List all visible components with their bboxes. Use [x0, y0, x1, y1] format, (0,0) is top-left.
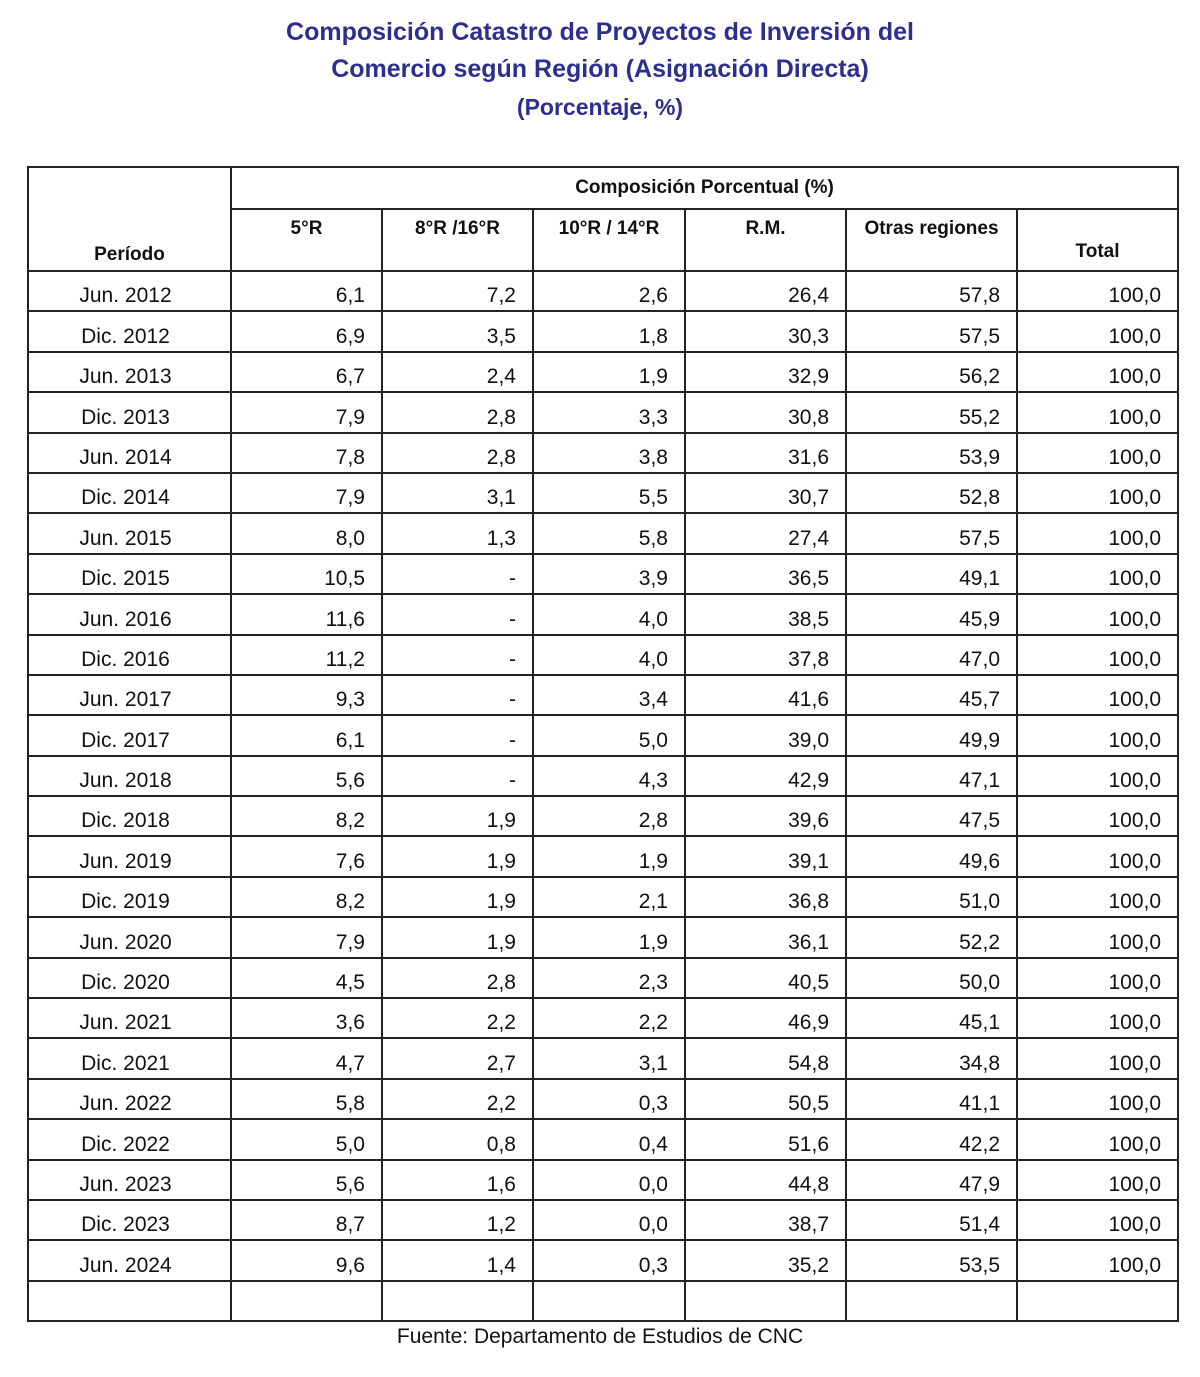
cell-periodo: Dic. 2021: [28, 1038, 231, 1078]
cell-10r-14r: 3,9: [533, 554, 685, 594]
source-note: Fuente: Departamento de Estudios de CNC: [396, 1325, 804, 1348]
cell-5r: 7,8: [231, 433, 382, 473]
cell-8r-16r: 2,2: [382, 998, 533, 1038]
cell-periodo: Jun. 2014: [28, 433, 231, 473]
cell-rm: 35,2: [685, 1240, 846, 1280]
table-row: [28, 796, 1178, 836]
title-line-2: Comercio según Región (Asignación Directa): [331, 55, 869, 83]
cell-total: 100,0: [1017, 958, 1178, 998]
cell-10r-14r: 1,8: [533, 311, 685, 351]
cell-8r-16r: 3,1: [382, 473, 533, 513]
cell-rm: 32,9: [685, 352, 846, 392]
cell-periodo: Dic. 2019: [28, 877, 231, 917]
cell-rm: 41,6: [685, 675, 846, 715]
cell-otras-regiones: 49,6: [846, 836, 1017, 876]
cell-5r: 4,7: [231, 1038, 382, 1078]
cell-total: 100,0: [1017, 1240, 1178, 1280]
cell-periodo: Dic. 2014: [28, 473, 231, 513]
header-composicion-porcentual: Composición Porcentual (%): [231, 167, 1178, 209]
table-body: [28, 271, 1178, 1321]
cell-5r: 7,9: [231, 917, 382, 957]
cell-8r-16r: -: [382, 715, 533, 755]
title-block: [0, 0, 1200, 150]
cell-otras-regiones: 55,2: [846, 392, 1017, 432]
table-row: [28, 1200, 1178, 1240]
cell-otras-regiones: 57,8: [846, 271, 1017, 311]
cell-10r-14r: 0,3: [533, 1240, 685, 1280]
cell-rm: 40,5: [685, 958, 846, 998]
cell-rm: 27,4: [685, 513, 846, 553]
cell-periodo: Dic. 2022: [28, 1119, 231, 1159]
cell-otras-regiones: 50,0: [846, 958, 1017, 998]
header-periodo: Período: [28, 167, 231, 271]
table-row: [28, 513, 1178, 553]
cell-rm: 38,7: [685, 1200, 846, 1240]
cell-empty: [1017, 1281, 1178, 1321]
cell-periodo: Jun. 2015: [28, 513, 231, 553]
cell-total: 100,0: [1017, 1160, 1178, 1200]
cell-5r: 5,6: [231, 1160, 382, 1200]
cell-5r: 9,3: [231, 675, 382, 715]
cell-5r: 6,1: [231, 271, 382, 311]
cell-periodo: Jun. 2023: [28, 1160, 231, 1200]
cell-total: 100,0: [1017, 998, 1178, 1038]
cell-8r-16r: 1,6: [382, 1160, 533, 1200]
cell-rm: 44,8: [685, 1160, 846, 1200]
cell-8r-16r: 2,2: [382, 1079, 533, 1119]
cell-total: 100,0: [1017, 513, 1178, 553]
table-row: [28, 1038, 1178, 1078]
cell-total: 100,0: [1017, 271, 1178, 311]
table-row: [28, 958, 1178, 998]
cell-total: 100,0: [1017, 1119, 1178, 1159]
cell-8r-16r: 1,4: [382, 1240, 533, 1280]
cell-empty: [382, 1281, 533, 1321]
cell-8r-16r: 2,8: [382, 392, 533, 432]
cell-otras-regiones: 47,0: [846, 635, 1017, 675]
cell-5r: 8,7: [231, 1200, 382, 1240]
cell-8r-16r: 1,9: [382, 796, 533, 836]
cell-10r-14r: 5,0: [533, 715, 685, 755]
cell-10r-14r: 0,0: [533, 1200, 685, 1240]
cell-10r-14r: 2,1: [533, 877, 685, 917]
table-row: [28, 1079, 1178, 1119]
cell-total: 100,0: [1017, 473, 1178, 513]
cell-total: 100,0: [1017, 352, 1178, 392]
cell-10r-14r: 3,3: [533, 392, 685, 432]
cell-periodo: Dic. 2015: [28, 554, 231, 594]
cell-otras-regiones: 53,5: [846, 1240, 1017, 1280]
cell-rm: 36,5: [685, 554, 846, 594]
cell-8r-16r: 1,2: [382, 1200, 533, 1240]
cell-empty: [28, 1281, 231, 1321]
cell-rm: 50,5: [685, 1079, 846, 1119]
table-row: [28, 675, 1178, 715]
cell-total: 100,0: [1017, 392, 1178, 432]
cell-5r: 8,2: [231, 796, 382, 836]
table-row: [28, 473, 1178, 513]
cell-otras-regiones: 52,2: [846, 917, 1017, 957]
cell-5r: 5,0: [231, 1119, 382, 1159]
header-total: Total: [1017, 209, 1178, 271]
title-line-3: (Porcentaje, %): [516, 94, 684, 120]
cell-total: 100,0: [1017, 877, 1178, 917]
table-row: [28, 836, 1178, 876]
cell-8r-16r: 1,9: [382, 917, 533, 957]
header-otras-regiones: Otras regiones: [846, 209, 1017, 271]
cell-8r-16r: 7,2: [382, 271, 533, 311]
cell-8r-16r: 1,3: [382, 513, 533, 553]
cell-5r: 8,0: [231, 513, 382, 553]
cell-total: 100,0: [1017, 917, 1178, 957]
cell-5r: 3,6: [231, 998, 382, 1038]
cell-rm: 54,8: [685, 1038, 846, 1078]
cell-otras-regiones: 45,9: [846, 594, 1017, 634]
cell-periodo: Jun. 2021: [28, 998, 231, 1038]
cell-rm: 30,8: [685, 392, 846, 432]
cell-10r-14r: 3,4: [533, 675, 685, 715]
table-row: [28, 433, 1178, 473]
cell-5r: 7,9: [231, 392, 382, 432]
composition-table: [27, 166, 1179, 1322]
header-10r-14r: 10°R / 14°R: [533, 209, 685, 271]
cell-otras-regiones: 45,7: [846, 675, 1017, 715]
cell-periodo: Dic. 2017: [28, 715, 231, 755]
cell-8r-16r: 2,8: [382, 958, 533, 998]
cell-rm: 42,9: [685, 756, 846, 796]
cell-empty: [231, 1281, 382, 1321]
table-row: [28, 635, 1178, 675]
cell-10r-14r: 4,3: [533, 756, 685, 796]
cell-5r: 9,6: [231, 1240, 382, 1280]
cell-periodo: Dic. 2016: [28, 635, 231, 675]
cell-rm: 37,8: [685, 635, 846, 675]
cell-empty: [685, 1281, 846, 1321]
cell-total: 100,0: [1017, 311, 1178, 351]
cell-8r-16r: 2,7: [382, 1038, 533, 1078]
cell-rm: 39,1: [685, 836, 846, 876]
header-rm: R.M.: [685, 209, 846, 271]
cell-total: 100,0: [1017, 1038, 1178, 1078]
cell-rm: 39,6: [685, 796, 846, 836]
cell-10r-14r: 5,5: [533, 473, 685, 513]
cell-10r-14r: 4,0: [533, 635, 685, 675]
cell-5r: 5,8: [231, 1079, 382, 1119]
cell-otras-regiones: 49,9: [846, 715, 1017, 755]
cell-otras-regiones: 57,5: [846, 311, 1017, 351]
cell-10r-14r: 2,3: [533, 958, 685, 998]
cell-rm: 39,0: [685, 715, 846, 755]
cell-periodo: Dic. 2023: [28, 1200, 231, 1240]
cell-rm: 36,1: [685, 917, 846, 957]
cell-periodo: Dic. 2018: [28, 796, 231, 836]
cell-5r: 5,6: [231, 756, 382, 796]
cell-total: 100,0: [1017, 1079, 1178, 1119]
cell-periodo: Jun. 2018: [28, 756, 231, 796]
cell-otras-regiones: 47,1: [846, 756, 1017, 796]
cell-8r-16r: -: [382, 594, 533, 634]
cell-otras-regiones: 51,4: [846, 1200, 1017, 1240]
table-row: [28, 594, 1178, 634]
cell-5r: 6,7: [231, 352, 382, 392]
cell-total: 100,0: [1017, 635, 1178, 675]
cell-5r: 10,5: [231, 554, 382, 594]
table-row: [28, 998, 1178, 1038]
cell-total: 100,0: [1017, 836, 1178, 876]
cell-rm: 30,7: [685, 473, 846, 513]
cell-8r-16r: 1,9: [382, 877, 533, 917]
cell-periodo: Jun. 2020: [28, 917, 231, 957]
cell-5r: 11,6: [231, 594, 382, 634]
cell-periodo: Jun. 2019: [28, 836, 231, 876]
table-row-empty: [28, 1281, 1178, 1321]
table-row: [28, 311, 1178, 351]
header-5r: 5°R: [231, 209, 382, 271]
cell-periodo: Dic. 2012: [28, 311, 231, 351]
cell-5r: 8,2: [231, 877, 382, 917]
cell-10r-14r: 3,1: [533, 1038, 685, 1078]
cell-periodo: Dic. 2013: [28, 392, 231, 432]
cell-8r-16r: 2,8: [382, 433, 533, 473]
cell-otras-regiones: 52,8: [846, 473, 1017, 513]
cell-10r-14r: 2,8: [533, 796, 685, 836]
table-row: [28, 1160, 1178, 1200]
cell-5r: 4,5: [231, 958, 382, 998]
cell-otras-regiones: 45,1: [846, 998, 1017, 1038]
cell-otras-regiones: 47,9: [846, 1160, 1017, 1200]
cell-otras-regiones: 51,0: [846, 877, 1017, 917]
table-row: [28, 917, 1178, 957]
cell-10r-14r: 4,0: [533, 594, 685, 634]
cell-10r-14r: 2,6: [533, 271, 685, 311]
cell-rm: 51,6: [685, 1119, 846, 1159]
cell-10r-14r: 2,2: [533, 998, 685, 1038]
cell-10r-14r: 3,8: [533, 433, 685, 473]
cell-8r-16r: 1,9: [382, 836, 533, 876]
title-line-1: Composición Catastro de Proyectos de Inversión del: [286, 18, 914, 46]
header-8r-16r: 8°R /16°R: [382, 209, 533, 271]
cell-otras-regiones: 42,2: [846, 1119, 1017, 1159]
table-row: [28, 715, 1178, 755]
cell-total: 100,0: [1017, 594, 1178, 634]
cell-10r-14r: 1,9: [533, 836, 685, 876]
cell-empty: [846, 1281, 1017, 1321]
cell-5r: 6,9: [231, 311, 382, 351]
cell-8r-16r: 0,8: [382, 1119, 533, 1159]
cell-periodo: Jun. 2013: [28, 352, 231, 392]
table-row: [28, 352, 1178, 392]
table-row: [28, 1119, 1178, 1159]
cell-total: 100,0: [1017, 756, 1178, 796]
cell-rm: 38,5: [685, 594, 846, 634]
cell-otras-regiones: 47,5: [846, 796, 1017, 836]
cell-rm: 31,6: [685, 433, 846, 473]
cell-10r-14r: 0,4: [533, 1119, 685, 1159]
cell-8r-16r: -: [382, 635, 533, 675]
cell-periodo: Dic. 2020: [28, 958, 231, 998]
cell-periodo: Jun. 2017: [28, 675, 231, 715]
cell-periodo: Jun. 2012: [28, 271, 231, 311]
cell-5r: 7,6: [231, 836, 382, 876]
cell-periodo: Jun. 2024: [28, 1240, 231, 1280]
cell-10r-14r: 0,3: [533, 1079, 685, 1119]
cell-total: 100,0: [1017, 715, 1178, 755]
cell-8r-16r: 2,4: [382, 352, 533, 392]
cell-total: 100,0: [1017, 675, 1178, 715]
cell-8r-16r: -: [382, 756, 533, 796]
cell-otras-regiones: 41,1: [846, 1079, 1017, 1119]
cell-total: 100,0: [1017, 554, 1178, 594]
table-row: [28, 1240, 1178, 1280]
cell-total: 100,0: [1017, 1200, 1178, 1240]
cell-rm: 46,9: [685, 998, 846, 1038]
cell-10r-14r: 1,9: [533, 352, 685, 392]
table-row: [28, 877, 1178, 917]
cell-otras-regiones: 49,1: [846, 554, 1017, 594]
cell-8r-16r: 3,5: [382, 311, 533, 351]
cell-empty: [533, 1281, 685, 1321]
cell-total: 100,0: [1017, 433, 1178, 473]
cell-5r: 11,2: [231, 635, 382, 675]
cell-10r-14r: 0,0: [533, 1160, 685, 1200]
table-row: [28, 554, 1178, 594]
table-row: [28, 756, 1178, 796]
cell-rm: 30,3: [685, 311, 846, 351]
table-row: [28, 392, 1178, 432]
cell-periodo: Jun. 2016: [28, 594, 231, 634]
cell-5r: 6,1: [231, 715, 382, 755]
cell-5r: 7,9: [231, 473, 382, 513]
cell-otras-regiones: 34,8: [846, 1038, 1017, 1078]
cell-otras-regiones: 53,9: [846, 433, 1017, 473]
cell-total: 100,0: [1017, 796, 1178, 836]
cell-otras-regiones: 57,5: [846, 513, 1017, 553]
cell-8r-16r: -: [382, 554, 533, 594]
cell-otras-regiones: 56,2: [846, 352, 1017, 392]
cell-rm: 36,8: [685, 877, 846, 917]
cell-10r-14r: 1,9: [533, 917, 685, 957]
cell-rm: 26,4: [685, 271, 846, 311]
cell-8r-16r: -: [382, 675, 533, 715]
cell-10r-14r: 5,8: [533, 513, 685, 553]
cell-periodo: Jun. 2022: [28, 1079, 231, 1119]
table-row: [28, 271, 1178, 311]
